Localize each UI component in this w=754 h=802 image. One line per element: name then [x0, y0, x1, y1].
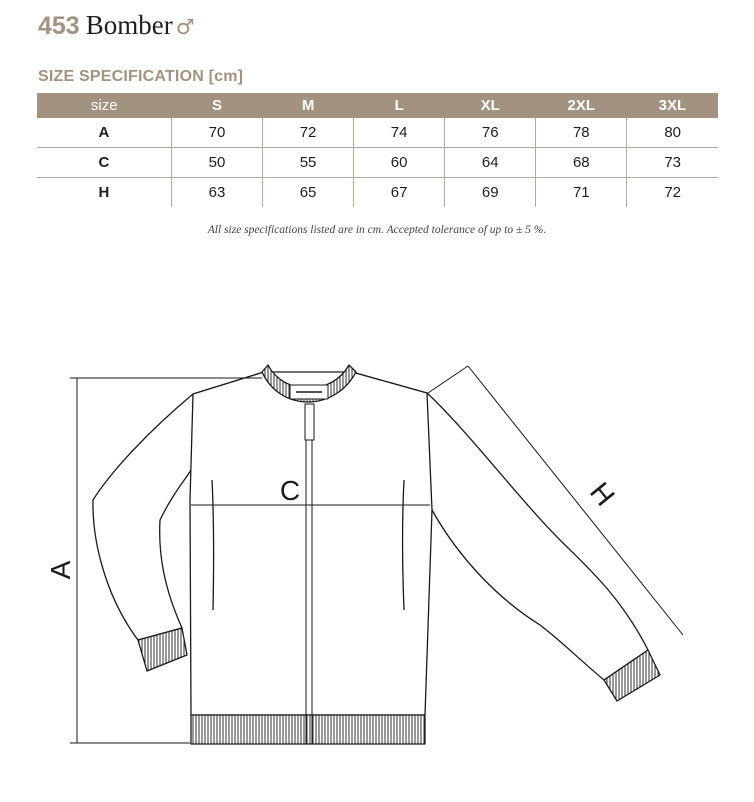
- row-label: A: [37, 118, 171, 148]
- column-header: XL: [445, 93, 536, 118]
- column-header: S: [171, 93, 262, 118]
- column-header: M: [263, 93, 354, 118]
- product-number: 453: [38, 12, 80, 40]
- row-label: C: [37, 148, 171, 178]
- column-header: 2XL: [536, 93, 627, 118]
- column-header: 3XL: [627, 93, 718, 118]
- table-cell: 65: [263, 178, 354, 208]
- table-cell: 71: [536, 178, 627, 208]
- table-cell: 69: [445, 178, 536, 208]
- jacket-illustration: [93, 365, 660, 744]
- table-cell: 80: [627, 118, 718, 148]
- table-cell: 68: [536, 148, 627, 178]
- table-cell: 72: [627, 178, 718, 208]
- column-header: size: [37, 93, 171, 118]
- table-cell: 70: [171, 118, 262, 148]
- table-cell: 76: [445, 118, 536, 148]
- table-cell: 55: [263, 148, 354, 178]
- table-cell: 72: [263, 118, 354, 148]
- column-header: L: [354, 93, 445, 118]
- waistband-rib: [191, 715, 425, 744]
- tolerance-note: All size specifications listed are in cm. Accepted tolerance of up to ± 5 %.: [207, 224, 547, 236]
- table-cell: 50: [171, 148, 262, 178]
- table-cell: 63: [171, 178, 262, 208]
- table-cell: 74: [354, 118, 445, 148]
- male-icon: ♂: [175, 15, 195, 39]
- table-cell: 73: [627, 148, 718, 178]
- row-label: H: [98, 184, 110, 201]
- label-a: A: [45, 560, 76, 580]
- table-cell: 67: [354, 178, 445, 208]
- table-cell: 60: [354, 148, 445, 178]
- table-cell: 78: [536, 118, 627, 148]
- label-h: H: [583, 476, 621, 512]
- size-spec-heading: SIZE SPECIFICATION [cm]: [38, 68, 244, 85]
- product-name: Bomber: [85, 10, 173, 40]
- label-c: C: [279, 475, 301, 506]
- table-cell: 64: [445, 148, 536, 178]
